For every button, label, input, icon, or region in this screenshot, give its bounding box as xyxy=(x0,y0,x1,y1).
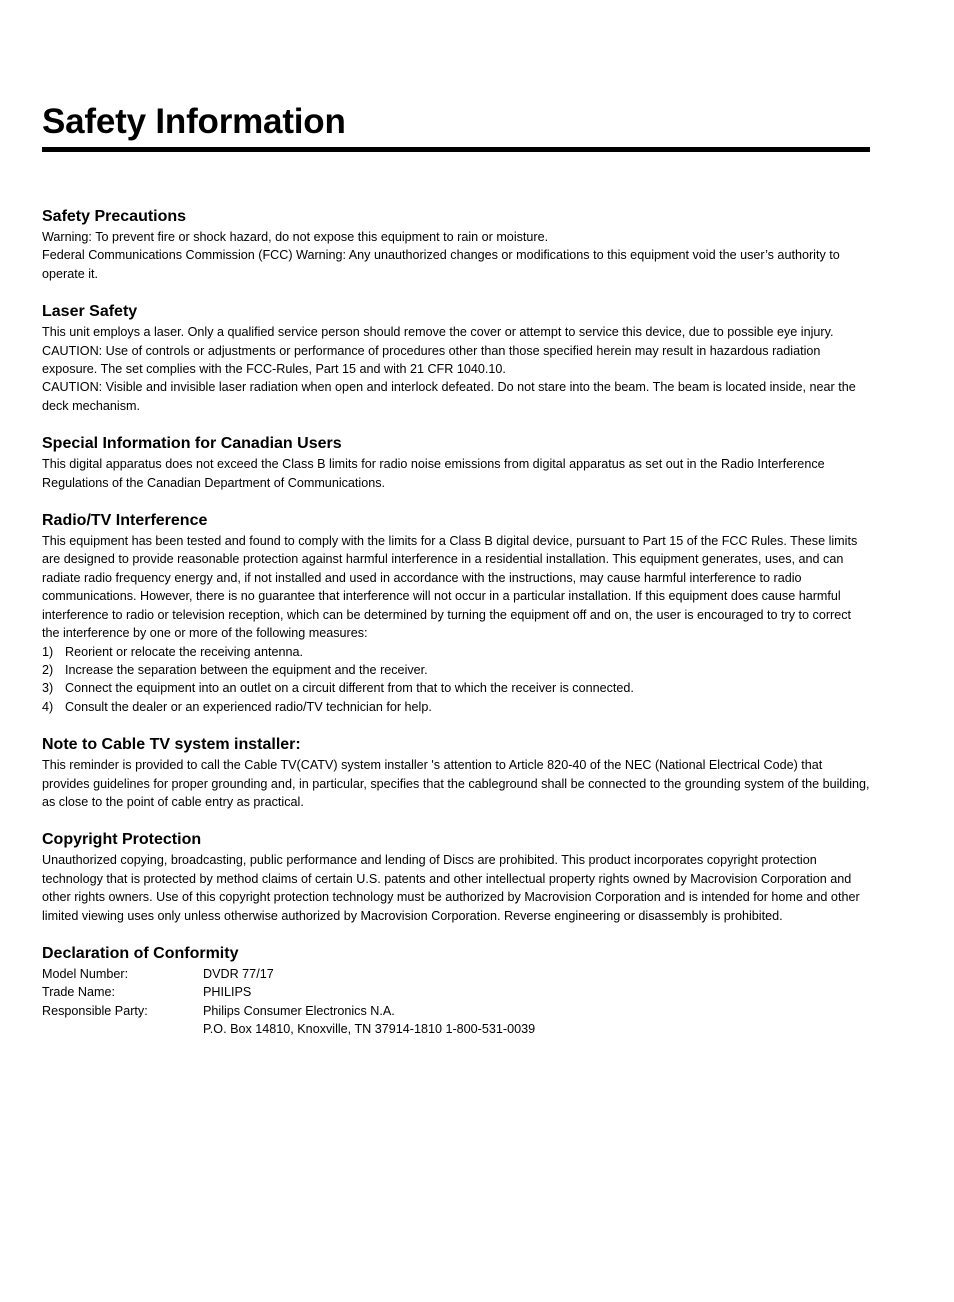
paragraph: This reminder is provided to call the Cable TV(CATV) system installer 's attention to Article 820-40 of the NEC (National Electrical Code) that provides guidelines for proper grounding and, in particular, specifies that the cableground shall be connected to the grounding system of the building, as close to the point of cable entry as practical. xyxy=(42,758,870,809)
section-declaration-of-conformity xyxy=(42,943,870,1039)
measures-list xyxy=(42,643,870,717)
list-item xyxy=(42,679,870,697)
paragraph: CAUTION: Visible and invisible laser radiation when open and interlock defeated. Do not stare into the beam. The beam is located inside, near the deck mechanism. xyxy=(42,380,856,413)
paragraph: This unit employs a laser. Only a qualified service person should remove the cover or attempt to service this device, due to possible eye injury. xyxy=(42,325,834,340)
list-number: 1) xyxy=(42,644,54,659)
list-text: Connect the equipment into an outlet on a circuit different from that to which the receiver is connected. xyxy=(65,681,634,696)
list-item xyxy=(42,643,870,661)
paragraph: This digital apparatus does not exceed the Class B limits for radio noise emissions from digital apparatus as set out in the Radio Interference Regulations of the Canadian Department of Communications. xyxy=(42,457,825,490)
title-rule xyxy=(42,147,870,152)
section-radio-tv-interference xyxy=(42,510,870,716)
list-number: 3) xyxy=(42,681,54,696)
section-canadian-users xyxy=(42,433,870,492)
row-value: P.O. Box 14810, Knoxville, TN 37914-1810 1-800-531-0039 xyxy=(203,1022,536,1037)
section-heading: Radio/TV Interference xyxy=(42,512,208,530)
table-row xyxy=(42,1020,535,1038)
section-heading: Safety Precautions xyxy=(42,208,187,225)
section-laser-safety xyxy=(42,301,870,415)
paragraph: CAUTION: Use of controls or adjustments or performance of procedures other than those specified herein may result in hazardous radiation exposure. The set complies with the FCC-Rules, Part 15 and with 21 CFR 1040.10. xyxy=(42,343,821,377)
paragraph: This equipment has been tested and found to comply with the limits for a Class B digital device, pursuant to Part 15 of the FCC Rules. These limits are designed to provide reasonable protection against harmful interference in a residential installation. This equipment generates, uses, and can radiate radio frequency energy and, if not installed and used in accordance with the instructions, may cause harmful interference to radio communications. However, there is no guarantee that interference will not occur in a particular installation. If this equipment does cause harmful interference to radio or television reception, which can be determined by turning the equipment off and on, the user is encouraged to try to correct the interference by one or more of the following measures: xyxy=(42,534,858,641)
row-label xyxy=(42,1020,203,1038)
paragraph: Warning: To prevent fire or shock hazard, do not expose this equipment to rain or moisture. xyxy=(42,230,549,244)
section-copyright-protection xyxy=(42,829,870,925)
document-content xyxy=(42,206,870,1057)
table-row xyxy=(42,965,535,983)
paragraph: Unauthorized copying, broadcasting, public performance and lending of Discs are prohibited. This product incorporates copyright protection technology that is protected by method claims of certain U.S. patents and other intellectual property rights owned by Macrovision Corporation and other rights owners. Use of this copyright protection technology must be authorized by Macrovision Corporation and is intended for home and other limited viewing uses only unless otherwise authorized by Macrovision Corporation. Reverse engineering or disassembly is prohibited. xyxy=(42,853,860,923)
section-heading: Laser Safety xyxy=(42,303,138,321)
section-heading: Note to Cable TV system installer: xyxy=(42,736,301,754)
list-number: 2) xyxy=(42,662,54,677)
row-value: Philips Consumer Electronics N.A. xyxy=(203,1003,395,1018)
conformity-table xyxy=(42,965,535,1039)
table-row xyxy=(42,1002,535,1020)
row-value: PHILIPS xyxy=(203,985,252,1000)
row-label: Responsible Party: xyxy=(42,1003,148,1018)
list-item xyxy=(42,661,870,679)
row-label: Model Number: xyxy=(42,966,129,981)
paragraph: Federal Communications Commission (FCC) Warning: Any unauthorized changes or modifications to this equipment void the user’s authority to operate it. xyxy=(42,248,840,281)
page-title: Safety Information xyxy=(42,102,346,141)
row-label: Trade Name: xyxy=(42,985,116,1000)
list-text: Consult the dealer or an experienced radio/TV technician for help. xyxy=(65,699,432,714)
list-text: Increase the separation between the equipment and the receiver. xyxy=(65,662,428,677)
section-heading: Declaration of Conformity xyxy=(42,944,239,962)
list-number: 4) xyxy=(42,699,54,714)
list-item xyxy=(42,698,870,716)
table-row xyxy=(42,983,535,1001)
list-text: Reorient or relocate the receiving antenna. xyxy=(65,644,304,659)
section-heading: Copyright Protection xyxy=(42,831,202,849)
section-cable-tv-installer xyxy=(42,734,870,811)
section-safety-precautions xyxy=(42,206,870,283)
row-value: DVDR 77/17 xyxy=(203,966,274,981)
section-heading: Special Information for Canadian Users xyxy=(42,435,342,453)
